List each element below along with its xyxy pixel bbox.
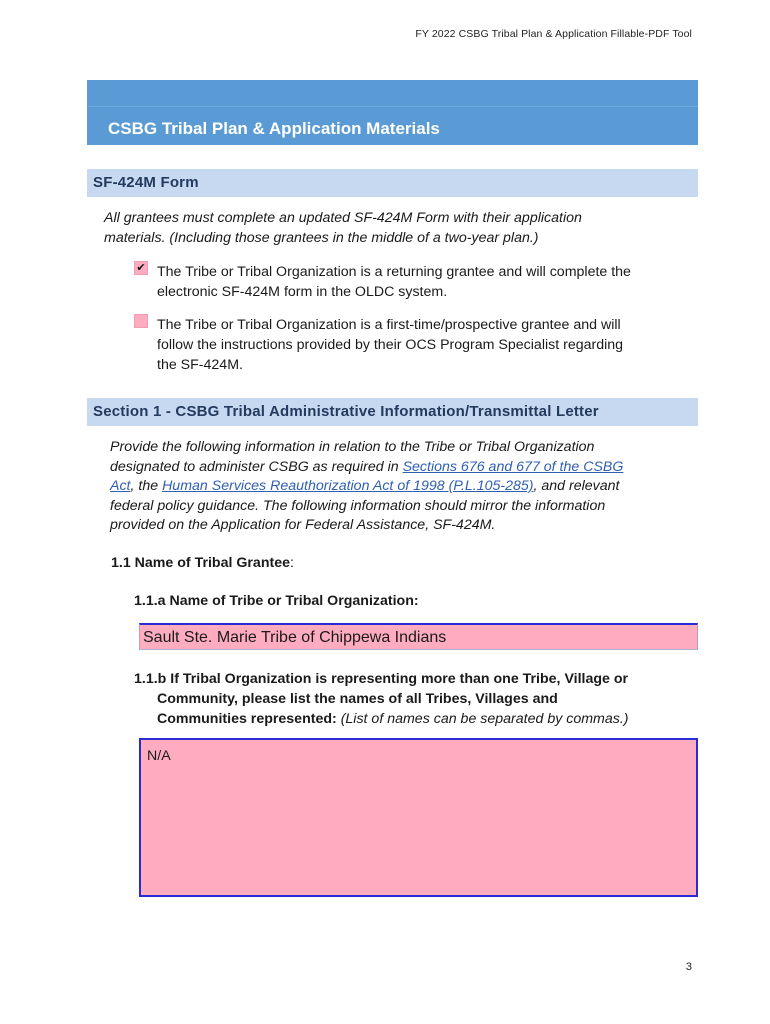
- sf424-intro: [104, 209, 582, 248]
- title-banner: [87, 80, 698, 145]
- first-time-grantee-checkbox[interactable]: [134, 314, 148, 328]
- sf424-intro-line-1: All grantees must complete an updated SF-424M Form with their application: [104, 210, 582, 226]
- hsra-link[interactable]: Human Services Reauthorization Act of 1998 (P.L.105-285): [162, 478, 534, 494]
- section1-para-line-5: provided on the Application for Federal Assistance, SF-424M.: [110, 517, 496, 533]
- first-time-grantee-line-1: The Tribe or Tribal Organization is a first-time/prospective grantee and will: [157, 317, 621, 333]
- first-time-grantee-line-2: follow the instructions provided by their OCS Program Specialist regarding: [157, 337, 624, 353]
- section1-para-line-3-mid: , the: [130, 478, 163, 494]
- section1-para-line-1: Provide the following information in relation to the Tribe or Tribal Organization: [110, 439, 595, 455]
- sf424-intro-line-2: materials. (Including those grantees in the middle of a two-year plan.): [104, 229, 539, 246]
- section1-para-line-3-post: , and relevant: [533, 478, 620, 494]
- q1-1-label-text: 1.1 Name of Tribal Grantee: [111, 555, 290, 571]
- banner-title: CSBG Tribal Plan & Application Materials: [108, 119, 440, 138]
- q1-1b-line-2: Community, please list the names of all Tribes, Villages and: [157, 691, 558, 707]
- q1-1-label: [111, 555, 294, 571]
- first-time-grantee-line-3: the SF-424M.: [157, 357, 243, 373]
- q1-1-colon: :: [290, 555, 294, 571]
- section1-para-line-4: federal policy guidance. The following information should mirror the information: [110, 497, 606, 514]
- csbg-act-link-cont[interactable]: Act: [110, 478, 131, 494]
- banner-divider: [87, 106, 698, 107]
- section1-instructions: [110, 438, 623, 536]
- sf424-section-bar: [87, 169, 698, 197]
- q1-1b-line-3-bold: Communities represented:: [157, 711, 337, 727]
- returning-grantee-line-2: electronic SF-424M form in the OLDC system.: [157, 284, 448, 300]
- q1-1b-line-3: [134, 709, 629, 729]
- first-time-grantee-label: [157, 315, 623, 375]
- section1-para-line-2: [110, 458, 623, 478]
- section1-para-line-2-text: designated to administer CSBG as required in: [110, 458, 403, 475]
- page-number: 3: [685, 961, 692, 973]
- csbg-act-link[interactable]: Sections 676 and 677 of the CSBG: [402, 458, 624, 475]
- running-header: FY 2022 CSBG Tribal Plan & Application Fillable-PDF Tool: [415, 28, 692, 40]
- section1-bar: [87, 398, 698, 426]
- returning-grantee-checkbox[interactable]: ✔: [134, 261, 148, 275]
- returning-grantee-label: [157, 262, 631, 302]
- q1-1b-hint: (List of names can be separated by commas.): [336, 711, 629, 727]
- sf424-heading: SF-424M Form: [93, 174, 199, 191]
- q1-1b-line-1: 1.1.b If Tribal Organization is representing more than one Tribe, Village or: [134, 671, 629, 687]
- q1-1a-label: 1.1.a Name of Tribe or Tribal Organization:: [134, 593, 419, 609]
- section1-heading: Section 1 - CSBG Tribal Administrative Information/Transmittal Letter: [93, 403, 599, 420]
- q1-1b-label: [134, 669, 629, 729]
- represented-communities-field[interactable]: N/A: [139, 738, 698, 897]
- tribe-name-field[interactable]: Sault Ste. Marie Tribe of Chippewa Indians: [139, 623, 698, 650]
- returning-grantee-line-1: The Tribe or Tribal Organization is a returning grantee and will complete the: [157, 264, 631, 280]
- section1-para-line-3: [110, 477, 623, 497]
